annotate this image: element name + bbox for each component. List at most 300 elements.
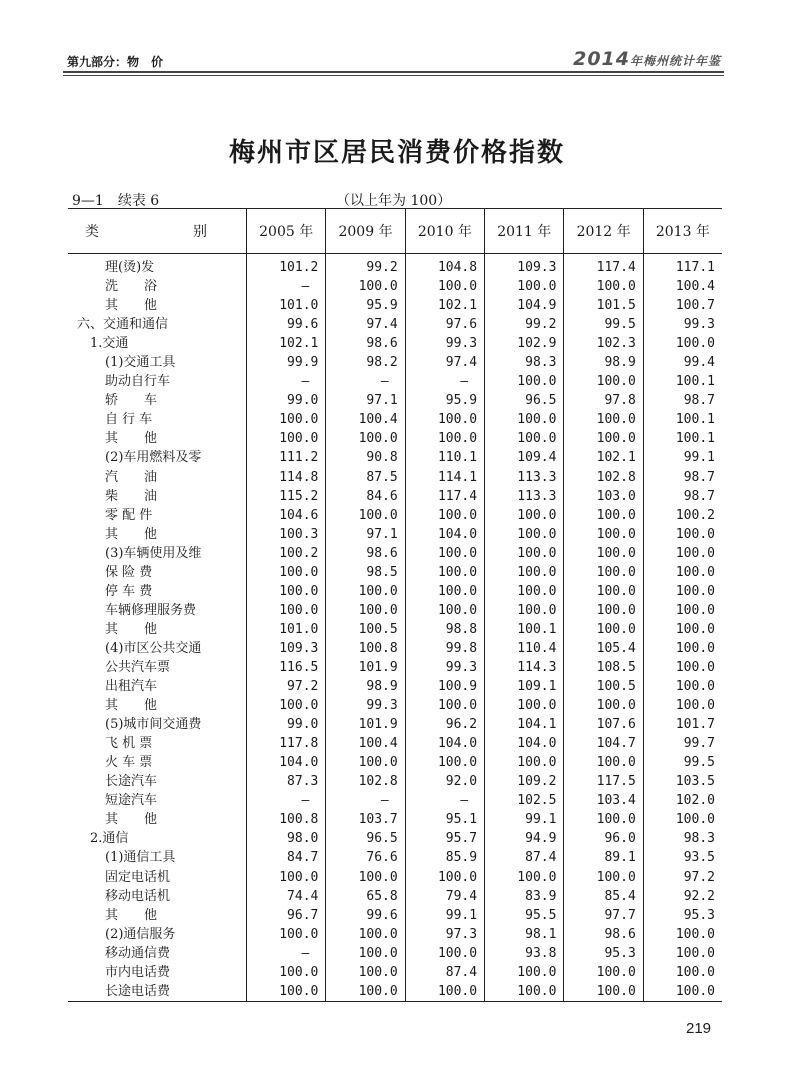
row-category-label: 六、交通和通信 (77, 317, 169, 333)
row-value-cell: 104.6 (247, 506, 326, 525)
row-value-cell: 100.0 (485, 582, 564, 601)
row-value-cell: 100.0 (485, 868, 564, 887)
row-value-cell: 98.6 (564, 925, 643, 944)
row-value-cell: 109.3 (485, 254, 564, 278)
row-category-label: 其 他 (105, 812, 158, 828)
row-value-cell: 117.1 (643, 254, 722, 278)
row-value-cell: 79.4 (405, 887, 484, 906)
row-category-label: 移动电话机 (105, 888, 171, 904)
row-value-cell: 100.0 (485, 544, 564, 563)
row-value-cell: 110.1 (405, 448, 484, 467)
table-id: 9—1 续表 6 (72, 193, 160, 209)
row-value-cell: 100.0 (643, 620, 722, 639)
row-value-cell: 103.4 (564, 791, 643, 810)
row-value-cell: 104.0 (405, 734, 484, 753)
row-value-cell: 100.0 (485, 525, 564, 544)
row-value-cell: 100.0 (564, 410, 643, 429)
row-value-cell: 96.5 (326, 829, 405, 848)
row-value-cell: 100.0 (485, 277, 564, 296)
row-value-cell: 100.0 (564, 982, 643, 1002)
row-value-cell: 97.7 (564, 906, 643, 925)
row-value-cell: 100.0 (643, 544, 722, 563)
row-value-cell: 104.0 (405, 525, 484, 544)
row-value-cell: 100.0 (564, 868, 643, 887)
row-value-cell: 102.8 (564, 468, 643, 487)
yearbook-name: 年梅州统计年鉴 (629, 54, 721, 68)
row-value-cell: 87.4 (485, 848, 564, 867)
row-category-label: 飞 机 票 (105, 736, 153, 752)
row-value-cell: 95.9 (326, 296, 405, 315)
row-value-cell: 100.0 (247, 582, 326, 601)
row-value-cell: 97.3 (405, 925, 484, 944)
row-value-cell: 97.8 (564, 391, 643, 410)
row-value-cell: 100.0 (643, 582, 722, 601)
row-value-cell: 100.1 (643, 429, 722, 448)
row-category-label: (2)通信服务 (105, 926, 176, 942)
row-value-cell: 102.1 (405, 296, 484, 315)
row-value-cell: — (247, 791, 326, 810)
row-value-cell: 97.2 (643, 868, 722, 887)
row-value-cell: 83.9 (485, 887, 564, 906)
table-row (68, 620, 722, 639)
row-value-cell: 100.0 (485, 372, 564, 391)
row-value-cell: 117.5 (564, 772, 643, 791)
row-value-cell: 103.0 (564, 487, 643, 506)
row-value-cell: 108.5 (564, 658, 643, 677)
row-value-cell: 97.1 (326, 525, 405, 544)
row-value-cell: 100.0 (326, 944, 405, 963)
row-value-cell: 93.5 (643, 848, 722, 867)
row-value-cell: 100.0 (643, 525, 722, 544)
row-category-label: 其 他 (105, 698, 158, 714)
row-value-cell: 105.4 (564, 639, 643, 658)
table-body (68, 254, 722, 1002)
table-row (68, 715, 722, 734)
row-value-cell: 102.8 (326, 772, 405, 791)
row-category-label: 停 车 费 (105, 583, 153, 599)
row-value-cell: 98.8 (405, 620, 484, 639)
row-value-cell: 104.7 (564, 734, 643, 753)
row-value-cell: 96.7 (247, 906, 326, 925)
row-value-cell: 100.1 (643, 372, 722, 391)
row-value-cell: 100.0 (405, 582, 484, 601)
row-value-cell: 98.9 (564, 353, 643, 372)
row-category-label: 理(烫)发 (105, 260, 155, 276)
row-value-cell: 101.7 (643, 715, 722, 734)
row-value-cell: 100.0 (485, 696, 564, 715)
row-value-cell: 100.2 (643, 506, 722, 525)
row-value-cell: 116.5 (247, 658, 326, 677)
row-value-cell: 101.9 (326, 658, 405, 677)
row-value-cell: 114.3 (485, 658, 564, 677)
header-rule (63, 71, 724, 73)
row-value-cell: 100.2 (247, 544, 326, 563)
row-value-cell: 100.3 (247, 525, 326, 544)
row-value-cell: 99.7 (643, 734, 722, 753)
row-value-cell: 99.1 (405, 906, 484, 925)
table-note: （以上年为 100） (336, 193, 452, 209)
row-value-cell: 84.6 (326, 487, 405, 506)
row-value-cell: 87.4 (405, 963, 484, 982)
row-value-cell: 100.0 (643, 982, 722, 1002)
column-header-2010: 2010 年 (405, 209, 484, 254)
row-value-cell: 102.1 (564, 448, 643, 467)
row-category-label: 零 配 件 (105, 507, 153, 523)
row-value-cell: 100.0 (326, 277, 405, 296)
row-value-cell: 100.0 (643, 639, 722, 658)
row-value-cell: 103.7 (326, 810, 405, 829)
table-row (68, 391, 722, 410)
row-value-cell: 100.0 (485, 429, 564, 448)
row-value-cell: 95.7 (405, 829, 484, 848)
row-value-cell: 100.0 (405, 601, 484, 620)
row-value-cell: — (405, 791, 484, 810)
column-header-2009: 2009 年 (326, 209, 405, 254)
row-value-cell: 100.0 (326, 868, 405, 887)
row-value-cell: 100.5 (564, 677, 643, 696)
table-row (68, 925, 722, 944)
table-row (68, 734, 722, 753)
row-category-label: 火 车 票 (105, 755, 153, 771)
row-value-cell: 74.4 (247, 887, 326, 906)
row-value-cell: 109.2 (485, 772, 564, 791)
column-header-category: 类 别 (68, 209, 247, 254)
row-value-cell: — (247, 277, 326, 296)
row-value-cell: 104.9 (485, 296, 564, 315)
row-value-cell: 100.0 (405, 868, 484, 887)
table-row (68, 334, 722, 353)
row-value-cell: 100.0 (643, 563, 722, 582)
row-category-label: (1)通信工具 (105, 850, 176, 866)
row-value-cell: 100.1 (643, 410, 722, 429)
row-value-cell: 100.0 (326, 963, 405, 982)
row-value-cell: 99.0 (247, 715, 326, 734)
row-value-cell: 117.4 (564, 254, 643, 278)
row-value-cell: 109.3 (247, 639, 326, 658)
row-value-cell: 95.3 (564, 944, 643, 963)
row-value-cell: 99.3 (405, 334, 484, 353)
row-category-label: 1.交通 (90, 336, 129, 352)
row-value-cell: 100.0 (405, 982, 484, 1002)
row-value-cell: 99.4 (643, 353, 722, 372)
row-value-cell: 98.3 (643, 829, 722, 848)
row-value-cell: 95.1 (405, 810, 484, 829)
row-value-cell: 100.4 (643, 277, 722, 296)
row-category-label: 保 险 费 (105, 564, 153, 580)
row-value-cell: 110.4 (485, 639, 564, 658)
row-value-cell: 96.5 (485, 391, 564, 410)
row-value-cell: 100.0 (564, 601, 643, 620)
row-value-cell: 93.8 (485, 944, 564, 963)
row-category-label: 长途电话费 (68, 982, 247, 1002)
row-category-label: (2)车用燃料及零 (105, 450, 202, 466)
row-value-cell: 100.0 (405, 410, 484, 429)
row-value-cell: 114.1 (405, 468, 484, 487)
row-value-cell: 98.7 (643, 468, 722, 487)
row-value-cell: 95.9 (405, 391, 484, 410)
row-value-cell: 100.0 (247, 982, 326, 1002)
row-value-cell: 100.0 (564, 506, 643, 525)
row-value-cell: 100.0 (247, 696, 326, 715)
row-value-cell: 99.1 (485, 810, 564, 829)
row-value-cell: 98.5 (326, 563, 405, 582)
table-row (68, 963, 722, 982)
row-category-label: (4)市区公共交通 (105, 640, 202, 656)
row-value-cell: 102.3 (564, 334, 643, 353)
row-value-cell: 92.2 (643, 887, 722, 906)
row-category-label: 柴 油 (105, 488, 158, 504)
row-value-cell: 100.0 (643, 658, 722, 677)
row-value-cell: 100.0 (643, 696, 722, 715)
row-value-cell: 100.0 (405, 696, 484, 715)
row-value-cell: 100.0 (247, 868, 326, 887)
row-value-cell: 99.3 (326, 696, 405, 715)
row-value-cell: — (326, 372, 405, 391)
table-row (68, 658, 722, 677)
row-value-cell: 100.7 (643, 296, 722, 315)
row-value-cell: — (247, 944, 326, 963)
column-header-2013: 2013 年 (643, 209, 722, 254)
table-row (68, 829, 722, 848)
row-value-cell: 97.6 (405, 315, 484, 334)
row-value-cell: 95.5 (485, 906, 564, 925)
table-row (68, 982, 722, 1002)
row-value-cell: 84.7 (247, 848, 326, 867)
row-category-label: 助动自行车 (105, 374, 171, 390)
row-value-cell: 89.1 (564, 848, 643, 867)
row-value-cell: 100.8 (326, 639, 405, 658)
row-value-cell: 100.4 (326, 734, 405, 753)
table-row (68, 906, 722, 925)
row-category-label: 其 他 (105, 298, 158, 314)
table-row (68, 601, 722, 620)
row-value-cell: 99.9 (247, 353, 326, 372)
row-value-cell: 90.8 (326, 448, 405, 467)
row-value-cell: 114.8 (247, 468, 326, 487)
yearbook-year: 2014 (573, 48, 630, 70)
row-value-cell: 100.0 (326, 582, 405, 601)
table-row (68, 810, 722, 829)
row-value-cell: 99.0 (247, 391, 326, 410)
row-value-cell: 100.0 (643, 334, 722, 353)
row-value-cell: 103.5 (643, 772, 722, 791)
row-value-cell: 100.0 (485, 601, 564, 620)
row-value-cell: 99.2 (485, 315, 564, 334)
row-value-cell: 100.0 (643, 925, 722, 944)
row-value-cell: 100.0 (326, 429, 405, 448)
row-value-cell: 99.3 (643, 315, 722, 334)
row-value-cell: 97.4 (326, 315, 405, 334)
row-value-cell: 102.1 (247, 334, 326, 353)
row-category-label: 公共汽车票 (105, 660, 171, 675)
row-value-cell: 99.5 (564, 315, 643, 334)
table-row (68, 277, 722, 296)
row-value-cell: 100.0 (405, 753, 484, 772)
row-value-cell: 100.0 (247, 601, 326, 620)
row-value-cell: 98.0 (247, 829, 326, 848)
section-header: 第九部分：物 价 (67, 55, 164, 69)
table-row (68, 525, 722, 544)
row-category-label: 自 行 车 (105, 412, 153, 428)
row-value-cell: 100.1 (485, 620, 564, 639)
table-row (68, 254, 722, 278)
yearbook-header (573, 48, 721, 70)
row-value-cell: 101.0 (247, 296, 326, 315)
row-value-cell: 102.9 (485, 334, 564, 353)
table-row (68, 410, 722, 429)
row-value-cell: 99.8 (405, 639, 484, 658)
row-value-cell: 98.7 (643, 487, 722, 506)
row-value-cell: 100.0 (564, 696, 643, 715)
row-value-cell: 99.6 (247, 315, 326, 334)
row-value-cell: 99.5 (643, 753, 722, 772)
table-row (68, 582, 722, 601)
row-value-cell: 100.0 (326, 601, 405, 620)
row-value-cell: 100.0 (326, 506, 405, 525)
table-row (68, 848, 722, 867)
row-value-cell: 100.0 (247, 963, 326, 982)
table-row (68, 868, 722, 887)
row-value-cell: 117.8 (247, 734, 326, 753)
row-value-cell: 100.0 (247, 410, 326, 429)
row-value-cell: 100.0 (247, 563, 326, 582)
row-value-cell: 92.0 (405, 772, 484, 791)
row-category-label: 其 他 (105, 907, 158, 923)
row-category-label: 车辆修理服务费 (105, 602, 197, 618)
table-header-row (68, 209, 722, 254)
row-value-cell: 100.0 (485, 963, 564, 982)
row-category-label: 固定电话机 (105, 869, 171, 885)
row-value-cell: 100.4 (326, 410, 405, 429)
row-category-label: 其 他 (105, 526, 158, 542)
row-value-cell: 100.0 (405, 563, 484, 582)
row-category-label: (1)交通工具 (105, 355, 176, 371)
row-value-cell: 100.0 (485, 410, 564, 429)
row-value-cell: 98.3 (485, 353, 564, 372)
row-value-cell: 100.0 (643, 810, 722, 829)
row-value-cell: 87.5 (326, 468, 405, 487)
row-value-cell: 104.1 (485, 715, 564, 734)
row-value-cell: 99.6 (326, 906, 405, 925)
row-value-cell: 100.0 (564, 525, 643, 544)
row-value-cell: 100.0 (643, 601, 722, 620)
table-row (68, 944, 722, 963)
row-value-cell: 100.0 (643, 944, 722, 963)
table-row (68, 753, 722, 772)
row-value-cell: 96.2 (405, 715, 484, 734)
row-value-cell: — (326, 791, 405, 810)
row-value-cell: 98.9 (326, 677, 405, 696)
row-category-label: 市内电话费 (105, 964, 171, 980)
row-value-cell: 97.4 (405, 353, 484, 372)
row-category-label: 移动通信费 (105, 945, 171, 961)
row-value-cell: 104.0 (247, 753, 326, 772)
row-value-cell: 100.0 (564, 429, 643, 448)
row-value-cell: 117.4 (405, 487, 484, 506)
page-title: 梅州市区居民消费价格指数 (228, 138, 565, 168)
row-value-cell: 100.9 (405, 677, 484, 696)
row-category-label: 其 他 (105, 621, 158, 637)
row-value-cell: 115.2 (247, 487, 326, 506)
row-category-label: 出租汽车 (105, 679, 158, 695)
row-value-cell: 100.0 (564, 963, 643, 982)
row-value-cell: 100.0 (564, 753, 643, 772)
row-value-cell: 98.1 (485, 925, 564, 944)
row-category-label: 2.通信 (90, 831, 129, 847)
row-value-cell: 100.0 (405, 429, 484, 448)
row-value-cell: 94.9 (485, 829, 564, 848)
row-value-cell: 98.2 (326, 353, 405, 372)
row-value-cell: 109.1 (485, 677, 564, 696)
row-value-cell: — (247, 372, 326, 391)
row-value-cell: 85.4 (564, 887, 643, 906)
table-row (68, 772, 722, 791)
row-value-cell: 100.0 (564, 277, 643, 296)
column-header-2005: 2005 年 (247, 209, 326, 254)
row-value-cell: 100.0 (564, 810, 643, 829)
table-row (68, 639, 722, 658)
row-value-cell: 101.0 (247, 620, 326, 639)
row-value-cell: 100.0 (326, 753, 405, 772)
column-header-2011: 2011 年 (485, 209, 564, 254)
table-row (68, 544, 722, 563)
row-value-cell: 99.2 (326, 254, 405, 278)
row-value-cell: — (405, 372, 484, 391)
row-value-cell: 100.8 (247, 810, 326, 829)
table-row (68, 887, 722, 906)
table-row (68, 791, 722, 810)
table-row (68, 468, 722, 487)
row-value-cell: 100.0 (564, 620, 643, 639)
row-value-cell: 100.0 (405, 506, 484, 525)
row-category-label: 其 他 (105, 431, 158, 447)
row-value-cell: 100.0 (643, 677, 722, 696)
row-value-cell: 109.4 (485, 448, 564, 467)
row-category-label: 轿 车 (105, 393, 158, 409)
row-value-cell: 95.3 (643, 906, 722, 925)
row-value-cell: 76.6 (326, 848, 405, 867)
table-row (68, 677, 722, 696)
page-number: 219 (686, 1020, 712, 1037)
row-value-cell: 100.0 (564, 544, 643, 563)
row-value-cell: 101.5 (564, 296, 643, 315)
row-value-cell: 100.0 (405, 544, 484, 563)
row-category-label: (5)城市间交通费 (105, 717, 202, 733)
row-value-cell: 100.0 (485, 753, 564, 772)
row-value-cell: 100.0 (405, 277, 484, 296)
row-value-cell: 101.9 (326, 715, 405, 734)
row-value-cell: 100.5 (326, 620, 405, 639)
row-category-label: 长途汽车 (105, 774, 158, 790)
row-value-cell: 98.6 (326, 544, 405, 563)
table-row (68, 429, 722, 448)
price-index-table (68, 208, 722, 1002)
table-row (68, 448, 722, 467)
table-row (68, 296, 722, 315)
row-value-cell: 104.8 (405, 254, 484, 278)
row-value-cell: 100.0 (643, 963, 722, 982)
row-value-cell: 97.2 (247, 677, 326, 696)
row-value-cell: 85.9 (405, 848, 484, 867)
row-value-cell: 100.0 (326, 982, 405, 1002)
row-value-cell: 96.0 (564, 829, 643, 848)
row-category-label: 短途汽车 (105, 793, 158, 809)
row-value-cell: 102.5 (485, 791, 564, 810)
column-header-2012: 2012 年 (564, 209, 643, 254)
header-rule-thin (63, 75, 724, 76)
row-value-cell: 100.0 (564, 563, 643, 582)
row-value-cell: 101.2 (247, 254, 326, 278)
